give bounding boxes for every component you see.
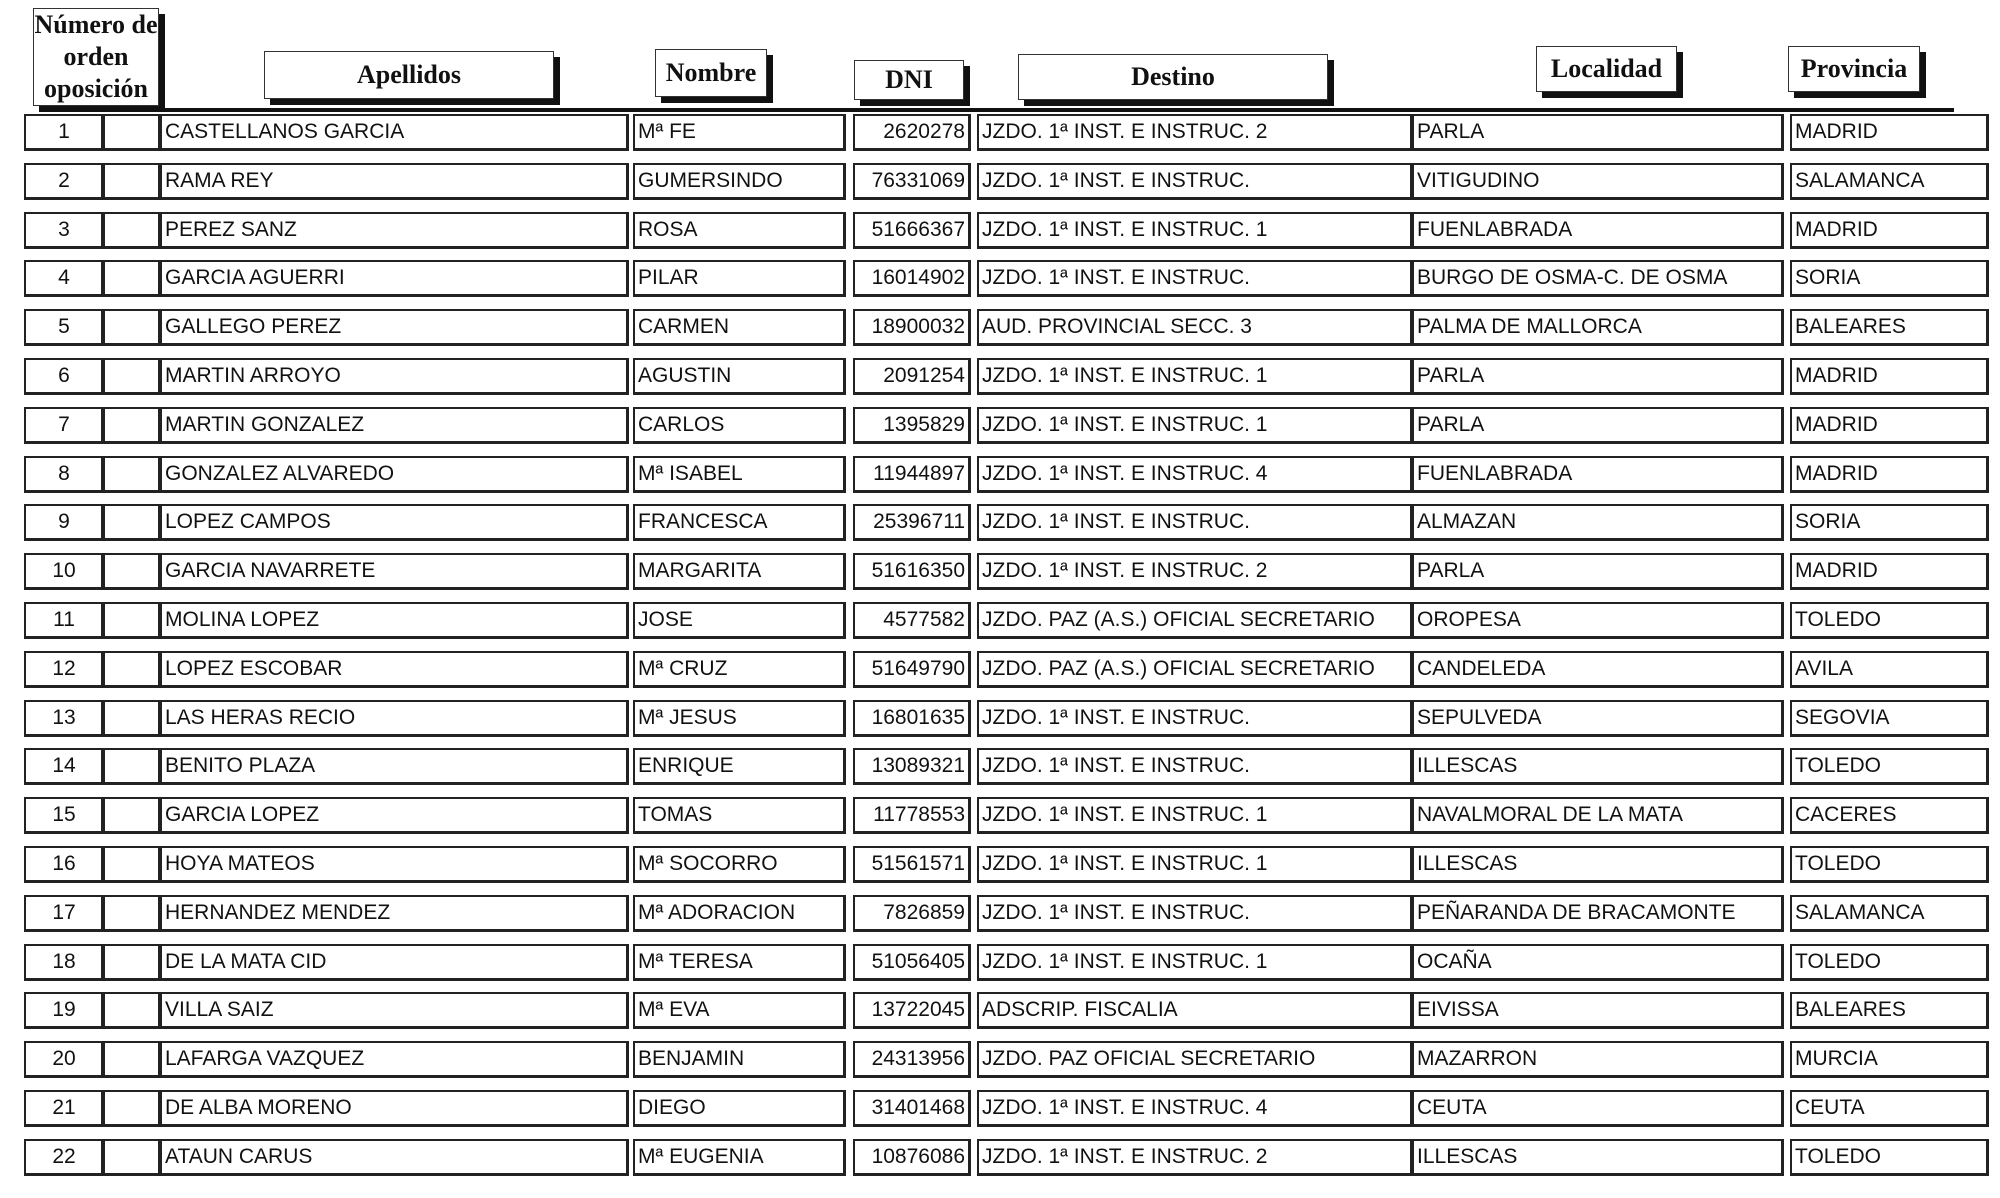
- cell-destino: JZDO. 1ª INST. E INSTRUC.: [977, 163, 1414, 200]
- cell-provincia: MADRID: [1790, 212, 1989, 249]
- cell-dni: 10876086: [853, 1139, 971, 1176]
- cell-destino: JZDO. 1ª INST. E INSTRUC. 1: [977, 797, 1414, 834]
- cell-blank: [101, 309, 162, 346]
- cell-nombre: AGUSTIN: [633, 358, 846, 395]
- cell-dni: 16014902: [853, 260, 971, 297]
- table-row: [0, 602, 2000, 638]
- table-row: [0, 1090, 2000, 1126]
- cell-num: 22: [24, 1139, 105, 1176]
- cell-destino: JZDO. PAZ (A.S.) OFICIAL SECRETARIO: [977, 602, 1414, 639]
- cell-provincia: TOLEDO: [1790, 846, 1989, 883]
- cell-num: 18: [24, 944, 105, 981]
- cell-apellidos: LOPEZ ESCOBAR: [158, 651, 629, 688]
- cell-provincia: MADRID: [1790, 456, 1989, 493]
- cell-provincia: BALEARES: [1790, 309, 1989, 346]
- table-row: [0, 846, 2000, 882]
- table-row: [0, 895, 2000, 931]
- table-row: [0, 553, 2000, 589]
- cell-apellidos: DE ALBA MORENO: [158, 1090, 629, 1127]
- cell-provincia: SEGOVIA: [1790, 700, 1989, 737]
- cell-num: 7: [24, 407, 105, 444]
- cell-nombre: Mª ISABEL: [633, 456, 846, 493]
- cell-nombre: DIEGO: [633, 1090, 846, 1127]
- cell-destino: JZDO. 1ª INST. E INSTRUC. 1: [977, 944, 1414, 981]
- cell-provincia: MADRID: [1790, 407, 1989, 444]
- cell-blank: [101, 553, 162, 590]
- cell-apellidos: VILLA SAIZ: [158, 992, 629, 1029]
- cell-provincia: MADRID: [1790, 553, 1989, 590]
- cell-provincia: MADRID: [1790, 358, 1989, 395]
- cell-destino: JZDO. 1ª INST. E INSTRUC. 2: [977, 553, 1414, 590]
- cell-num: 20: [24, 1041, 105, 1078]
- cell-apellidos: MOLINA LOPEZ: [158, 602, 629, 639]
- cell-nombre: Mª TERESA: [633, 944, 846, 981]
- cell-apellidos: GARCIA AGUERRI: [158, 260, 629, 297]
- cell-nombre: PILAR: [633, 260, 846, 297]
- cell-provincia: SORIA: [1790, 260, 1989, 297]
- cell-destino: JZDO. 1ª INST. E INSTRUC.: [977, 504, 1414, 541]
- cell-dni: 13089321: [853, 748, 971, 785]
- cell-apellidos: MARTIN GONZALEZ: [158, 407, 629, 444]
- cell-provincia: TOLEDO: [1790, 748, 1989, 785]
- cell-num: 14: [24, 748, 105, 785]
- cell-dni: 1395829: [853, 407, 971, 444]
- cell-dni: 51666367: [853, 212, 971, 249]
- cell-provincia: MURCIA: [1790, 1041, 1989, 1078]
- cell-apellidos: RAMA REY: [158, 163, 629, 200]
- table-row: [0, 163, 2000, 199]
- cell-blank: [101, 212, 162, 249]
- cell-localidad: OROPESA: [1410, 602, 1784, 639]
- cell-num: 15: [24, 797, 105, 834]
- cell-dni: 11778553: [853, 797, 971, 834]
- cell-num: 8: [24, 456, 105, 493]
- cell-blank: [101, 602, 162, 639]
- cell-destino: JZDO. PAZ OFICIAL SECRETARIO: [977, 1041, 1414, 1078]
- cell-num: 13: [24, 700, 105, 737]
- cell-dni: 51056405: [853, 944, 971, 981]
- cell-nombre: Mª ADORACION: [633, 895, 846, 932]
- cell-apellidos: BENITO PLAZA: [158, 748, 629, 785]
- header-nombre: Nombre: [655, 49, 767, 97]
- cell-blank: [101, 846, 162, 883]
- cell-nombre: CARLOS: [633, 407, 846, 444]
- cell-num: 12: [24, 651, 105, 688]
- cell-nombre: Mª SOCORRO: [633, 846, 846, 883]
- cell-nombre: CARMEN: [633, 309, 846, 346]
- cell-apellidos: LAFARGA VAZQUEZ: [158, 1041, 629, 1078]
- cell-destino: JZDO. 1ª INST. E INSTRUC.: [977, 748, 1414, 785]
- cell-provincia: AVILA: [1790, 651, 1989, 688]
- cell-apellidos: PEREZ SANZ: [158, 212, 629, 249]
- cell-localidad: CANDELEDA: [1410, 651, 1784, 688]
- header-numero-orden: Número de orden oposición: [33, 8, 159, 106]
- cell-blank: [101, 895, 162, 932]
- cell-destino: JZDO. 1ª INST. E INSTRUC. 1: [977, 407, 1414, 444]
- cell-nombre: GUMERSINDO: [633, 163, 846, 200]
- cell-dni: 16801635: [853, 700, 971, 737]
- cell-destino: AUD. PROVINCIAL SECC. 3: [977, 309, 1414, 346]
- table-row: [0, 797, 2000, 833]
- cell-destino: JZDO. 1ª INST. E INSTRUC. 2: [977, 114, 1414, 151]
- table-row: [0, 407, 2000, 443]
- cell-apellidos: ATAUN CARUS: [158, 1139, 629, 1176]
- cell-blank: [101, 163, 162, 200]
- table-row: [0, 309, 2000, 345]
- cell-dni: 7826859: [853, 895, 971, 932]
- cell-dni: 13722045: [853, 992, 971, 1029]
- cell-provincia: SALAMANCA: [1790, 163, 1989, 200]
- cell-nombre: BENJAMIN: [633, 1041, 846, 1078]
- cell-dni: 2620278: [853, 114, 971, 151]
- cell-nombre: ENRIQUE: [633, 748, 846, 785]
- cell-localidad: MAZARRON: [1410, 1041, 1784, 1078]
- table-row: [0, 114, 2000, 150]
- cell-blank: [101, 1139, 162, 1176]
- cell-blank: [101, 651, 162, 688]
- cell-destino: ADSCRIP. FISCALIA: [977, 992, 1414, 1029]
- cell-localidad: PARLA: [1410, 553, 1784, 590]
- cell-nombre: Mª CRUZ: [633, 651, 846, 688]
- cell-provincia: SORIA: [1790, 504, 1989, 541]
- cell-blank: [101, 944, 162, 981]
- cell-blank: [101, 358, 162, 395]
- cell-blank: [101, 260, 162, 297]
- cell-destino: JZDO. 1ª INST. E INSTRUC. 4: [977, 456, 1414, 493]
- cell-dni: 51649790: [853, 651, 971, 688]
- cell-nombre: FRANCESCA: [633, 504, 846, 541]
- table-row: [0, 1041, 2000, 1077]
- cell-localidad: PARLA: [1410, 407, 1784, 444]
- header-localidad: Localidad: [1536, 46, 1677, 92]
- cell-provincia: TOLEDO: [1790, 602, 1989, 639]
- cell-nombre: MARGARITA: [633, 553, 846, 590]
- cell-apellidos: HOYA MATEOS: [158, 846, 629, 883]
- cell-destino: JZDO. 1ª INST. E INSTRUC. 1: [977, 846, 1414, 883]
- cell-dni: 18900032: [853, 309, 971, 346]
- cell-localidad: ILLESCAS: [1410, 1139, 1784, 1176]
- cell-destino: JZDO. 1ª INST. E INSTRUC. 2: [977, 1139, 1414, 1176]
- cell-num: 16: [24, 846, 105, 883]
- cell-apellidos: LAS HERAS RECIO: [158, 700, 629, 737]
- header-destino: Destino: [1018, 54, 1328, 100]
- cell-dni: 31401468: [853, 1090, 971, 1127]
- table-row: [0, 700, 2000, 736]
- cell-localidad: CEUTA: [1410, 1090, 1784, 1127]
- cell-blank: [101, 456, 162, 493]
- cell-blank: [101, 114, 162, 151]
- cell-nombre: TOMAS: [633, 797, 846, 834]
- cell-num: 2: [24, 163, 105, 200]
- cell-dni: 51561571: [853, 846, 971, 883]
- cell-dni: 25396711: [853, 504, 971, 541]
- cell-blank: [101, 1090, 162, 1127]
- cell-num: 4: [24, 260, 105, 297]
- table-row: [0, 944, 2000, 980]
- cell-num: 11: [24, 602, 105, 639]
- cell-localidad: PARLA: [1410, 114, 1784, 151]
- cell-apellidos: GARCIA LOPEZ: [158, 797, 629, 834]
- table-row: [0, 1139, 2000, 1175]
- cell-num: 10: [24, 553, 105, 590]
- cell-dni: 76331069: [853, 163, 971, 200]
- cell-dni: 4577582: [853, 602, 971, 639]
- cell-blank: [101, 797, 162, 834]
- cell-localidad: VITIGUDINO: [1410, 163, 1784, 200]
- cell-nombre: Mª EVA: [633, 992, 846, 1029]
- cell-nombre: Mª EUGENIA: [633, 1139, 846, 1176]
- table-row: [0, 651, 2000, 687]
- cell-nombre: Mª FE: [633, 114, 846, 151]
- header-divider: [154, 108, 1954, 112]
- cell-destino: JZDO. 1ª INST. E INSTRUC. 4: [977, 1090, 1414, 1127]
- cell-apellidos: CASTELLANOS GARCIA: [158, 114, 629, 151]
- cell-apellidos: GARCIA NAVARRETE: [158, 553, 629, 590]
- cell-localidad: PARLA: [1410, 358, 1784, 395]
- cell-apellidos: GALLEGO PEREZ: [158, 309, 629, 346]
- cell-blank: [101, 407, 162, 444]
- cell-apellidos: LOPEZ CAMPOS: [158, 504, 629, 541]
- cell-provincia: SALAMANCA: [1790, 895, 1989, 932]
- cell-apellidos: DE LA MATA CID: [158, 944, 629, 981]
- table-row: [0, 504, 2000, 540]
- cell-blank: [101, 700, 162, 737]
- cell-provincia: TOLEDO: [1790, 1139, 1989, 1176]
- table-row: [0, 748, 2000, 784]
- cell-provincia: TOLEDO: [1790, 944, 1989, 981]
- cell-num: 5: [24, 309, 105, 346]
- cell-destino: JZDO. 1ª INST. E INSTRUC.: [977, 895, 1414, 932]
- header-dni: DNI: [854, 60, 964, 100]
- cell-nombre: Mª JESUS: [633, 700, 846, 737]
- cell-blank: [101, 1041, 162, 1078]
- cell-num: 1: [24, 114, 105, 151]
- cell-nombre: JOSE: [633, 602, 846, 639]
- cell-localidad: PALMA DE MALLORCA: [1410, 309, 1784, 346]
- table-row: [0, 358, 2000, 394]
- cell-num: 19: [24, 992, 105, 1029]
- table-row: [0, 456, 2000, 492]
- cell-provincia: CEUTA: [1790, 1090, 1989, 1127]
- cell-localidad: OCAÑA: [1410, 944, 1784, 981]
- table-row: [0, 212, 2000, 248]
- header-provincia: Provincia: [1788, 46, 1920, 92]
- cell-num: 21: [24, 1090, 105, 1127]
- table-row: [0, 260, 2000, 296]
- cell-num: 9: [24, 504, 105, 541]
- cell-localidad: FUENLABRADA: [1410, 212, 1784, 249]
- cell-dni: 24313956: [853, 1041, 971, 1078]
- cell-num: 3: [24, 212, 105, 249]
- cell-destino: JZDO. PAZ (A.S.) OFICIAL SECRETARIO: [977, 651, 1414, 688]
- cell-localidad: BURGO DE OSMA-C. DE OSMA: [1410, 260, 1784, 297]
- cell-localidad: SEPULVEDA: [1410, 700, 1784, 737]
- cell-localidad: ILLESCAS: [1410, 846, 1784, 883]
- cell-blank: [101, 504, 162, 541]
- cell-nombre: ROSA: [633, 212, 846, 249]
- cell-destino: JZDO. 1ª INST. E INSTRUC. 1: [977, 212, 1414, 249]
- cell-destino: JZDO. 1ª INST. E INSTRUC.: [977, 700, 1414, 737]
- cell-dni: 11944897: [853, 456, 971, 493]
- cell-dni: 2091254: [853, 358, 971, 395]
- cell-destino: JZDO. 1ª INST. E INSTRUC. 1: [977, 358, 1414, 395]
- cell-localidad: EIVISSA: [1410, 992, 1784, 1029]
- cell-dni: 51616350: [853, 553, 971, 590]
- cell-apellidos: HERNANDEZ MENDEZ: [158, 895, 629, 932]
- cell-provincia: CACERES: [1790, 797, 1989, 834]
- cell-localidad: ILLESCAS: [1410, 748, 1784, 785]
- cell-destino: JZDO. 1ª INST. E INSTRUC.: [977, 260, 1414, 297]
- cell-blank: [101, 992, 162, 1029]
- cell-apellidos: MARTIN ARROYO: [158, 358, 629, 395]
- cell-localidad: PEÑARANDA DE BRACAMONTE: [1410, 895, 1784, 932]
- cell-localidad: FUENLABRADA: [1410, 456, 1784, 493]
- cell-localidad: NAVALMORAL DE LA MATA: [1410, 797, 1784, 834]
- cell-apellidos: GONZALEZ ALVAREDO: [158, 456, 629, 493]
- cell-provincia: BALEARES: [1790, 992, 1989, 1029]
- table-row: [0, 992, 2000, 1028]
- cell-blank: [101, 748, 162, 785]
- cell-num: 6: [24, 358, 105, 395]
- cell-num: 17: [24, 895, 105, 932]
- header-apellidos: Apellidos: [264, 51, 554, 99]
- cell-localidad: ALMAZAN: [1410, 504, 1784, 541]
- cell-provincia: MADRID: [1790, 114, 1989, 151]
